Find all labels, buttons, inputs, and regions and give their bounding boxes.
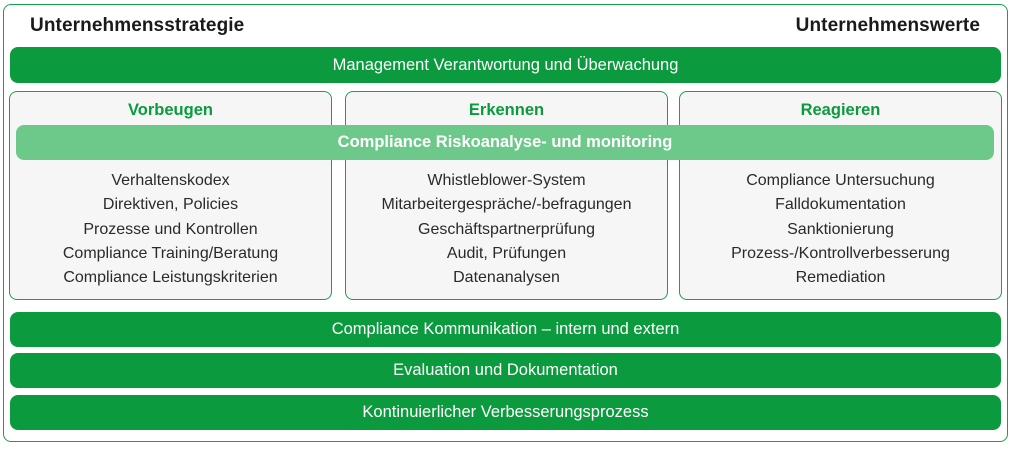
improvement-process-text: Kontinuierlicher Verbesserungsprozess xyxy=(362,403,649,421)
list-item: Compliance Untersuchung xyxy=(746,172,935,189)
list-item: Verhaltenskodex xyxy=(111,172,230,189)
list-item: Compliance Training/Beratung xyxy=(62,244,279,262)
list-item: Prozesse und Kontrollen xyxy=(83,220,258,238)
evaluation-bar xyxy=(10,353,1001,388)
risk-analysis-text: Compliance Riskoanalyse- und monitoring xyxy=(337,133,673,151)
list-item: Datenanalysen xyxy=(453,269,560,287)
list-item: Sanktionierung xyxy=(787,220,894,238)
list-item: Compliance Leistungskriterien xyxy=(63,269,278,287)
column-detect-title: Erkennen xyxy=(468,101,545,119)
communication-bar xyxy=(10,312,1001,347)
list-item: Direktiven, Policies xyxy=(102,196,239,214)
management-responsibility-bar xyxy=(10,47,1001,83)
column-respond-title: Reagieren xyxy=(800,101,881,119)
column-respond xyxy=(679,91,1002,300)
improvement-process-bar xyxy=(10,395,1001,430)
list-item: Audit, Prüfungen xyxy=(446,244,567,262)
list-item: Remediation xyxy=(795,269,886,287)
list-item: Whistleblower-System xyxy=(427,172,586,189)
corporate-values-label: Unternehmenswerte xyxy=(795,15,980,36)
column-detect-items xyxy=(346,169,667,290)
column-respond-items xyxy=(680,169,1001,290)
column-detect xyxy=(345,91,668,300)
corporate-strategy-label: Unternehmensstrategie xyxy=(30,15,245,36)
management-responsibility-text: Management Verantwortung und Überwachung xyxy=(332,55,679,74)
list-item: Geschäftspartnerprüfung xyxy=(418,220,595,238)
communication-text: Compliance Kommunikation – intern und extern xyxy=(331,320,680,338)
column-prevent-title: Vorbeugen xyxy=(128,101,213,119)
list-item: Prozess-/Kontrollverbesserung xyxy=(731,244,950,262)
risk-analysis-bar xyxy=(16,125,994,160)
column-prevent-items xyxy=(10,169,331,290)
column-prevent xyxy=(9,91,332,300)
evaluation-text: Evaluation und Dokumentation xyxy=(393,361,618,379)
list-item: Falldokumentation xyxy=(775,196,906,214)
list-item: Mitarbeitergespräche/-befragungen xyxy=(381,196,632,214)
